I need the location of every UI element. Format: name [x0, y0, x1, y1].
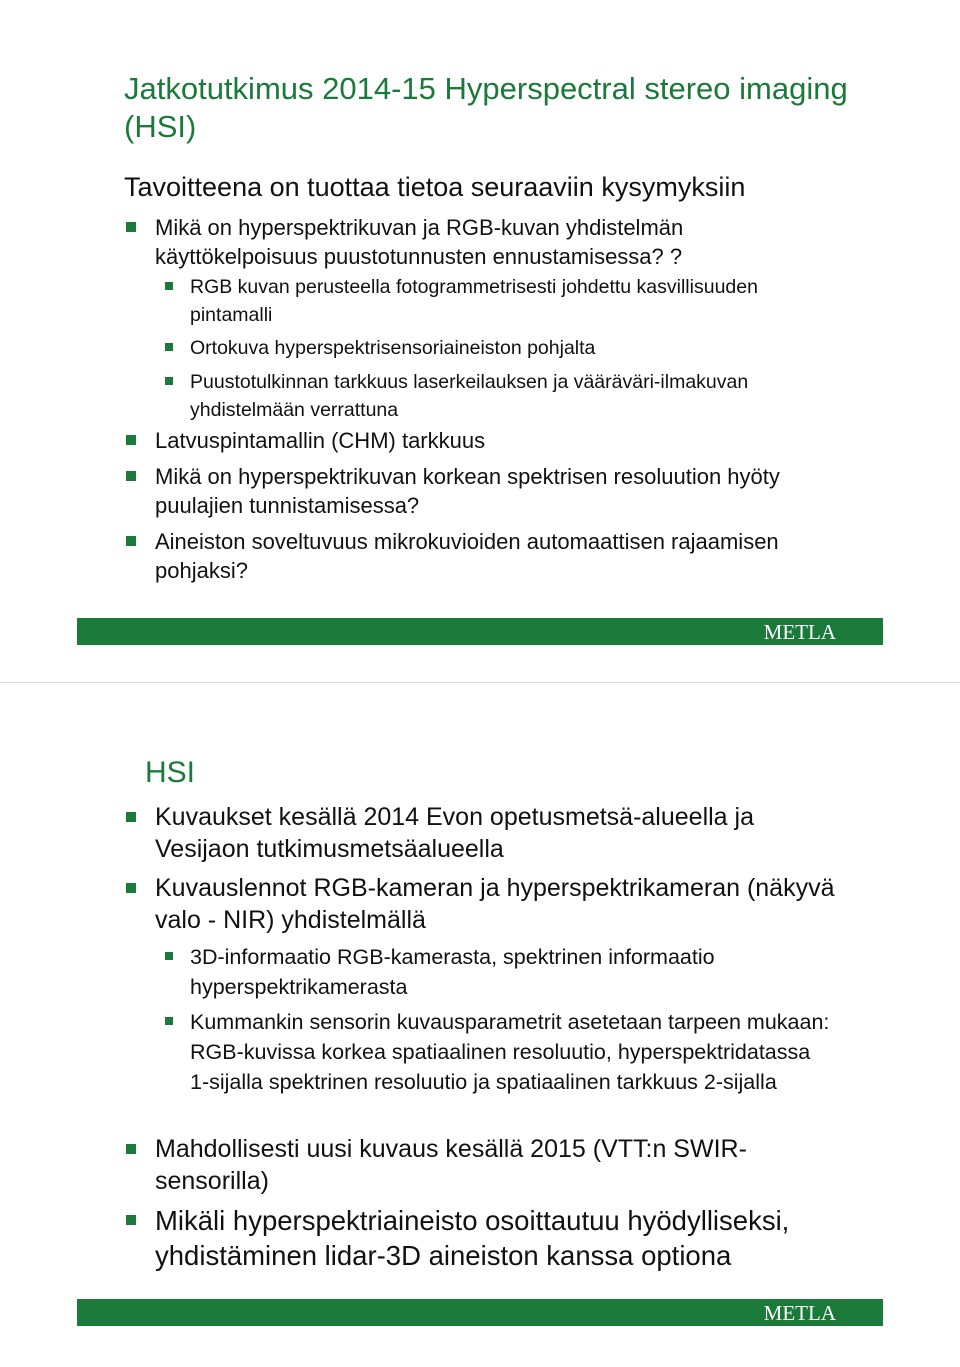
square-bullet-icon	[126, 1144, 136, 1154]
bullet-text: Kuvauslennot RGB-kameran ja hyperspektrikameran (näkyvä valo - NIR) yhdistelmällä	[155, 874, 835, 934]
square-bullet-icon	[126, 1215, 136, 1225]
metla-logo: METLA	[763, 620, 836, 644]
bullet-item	[155, 426, 835, 455]
square-bullet-icon	[126, 812, 136, 822]
bullet-item	[155, 872, 855, 936]
square-bullet-icon	[165, 377, 173, 385]
footer-bar	[77, 1299, 883, 1326]
square-bullet-icon	[126, 883, 136, 893]
slide-1-title: Jatkotutkimus 2014-15 Hyperspectral stereo imaging (HSI)	[124, 71, 848, 144]
bullet-text: Kummankin sensorin kuvausparametrit asetetaan tarpeen mukaan: RGB-kuvissa korkea spatiaalinen resoluutio, hyperspektridatassa 1-sijalla spektrinen resoluutio ja spatiaalinen tarkkuus 2-sijalla	[190, 1010, 830, 1094]
bullet-text: Puustotulkinnan tarkkuus laserkeilauksen ja vääräväri-ilmakuvan yhdistelmään verrattuna	[190, 371, 749, 421]
bullet-text: Mahdollisesti uusi kuvaus kesällä 2015 (VTT:n SWIR-sensorilla)	[155, 1135, 747, 1195]
sub-bullet-item	[190, 942, 830, 1002]
sub-bullet-item	[190, 273, 780, 329]
sub-bullet-item	[190, 1007, 830, 1097]
bullet-item	[155, 1133, 855, 1197]
bullet-item	[155, 1203, 855, 1273]
square-bullet-icon	[126, 536, 136, 546]
square-bullet-icon	[165, 1017, 173, 1025]
square-bullet-icon	[165, 282, 173, 290]
square-bullet-icon	[126, 222, 136, 232]
slide-2	[0, 683, 960, 1367]
sub-bullet-item	[190, 368, 780, 424]
square-bullet-icon	[165, 343, 173, 351]
bullet-text: Aineiston soveltuvuus mikrokuvioiden automaattisen rajaamisen pohjaksi?	[155, 529, 779, 583]
footer-bar	[77, 618, 883, 645]
bullet-item	[155, 213, 835, 271]
bullet-item	[155, 527, 835, 585]
bullet-text: Mikä on hyperspektrikuvan ja RGB-kuvan yhdistelmän käyttökelpoisuus puustotunnusten ennustamisessa? ?	[155, 215, 684, 269]
bullet-item	[155, 462, 835, 520]
bullet-text: Mikä on hyperspektrikuvan korkean spektrisen resoluution hyöty puulajien tunnistamisessa?	[155, 464, 780, 518]
square-bullet-icon	[126, 471, 136, 481]
bullet-text: RGB kuvan perusteella fotogrammetrisesti johdettu kasvillisuuden pintamalli	[190, 276, 758, 326]
square-bullet-icon	[126, 435, 136, 445]
bullet-item	[155, 801, 855, 865]
square-bullet-icon	[165, 952, 173, 960]
bullet-text: Latvuspintamallin (CHM) tarkkuus	[155, 428, 486, 453]
slide-2-title: HSI	[145, 756, 196, 789]
slide-1	[0, 0, 960, 683]
bullet-text: Mikäli hyperspektriaineisto osoittautuu hyödylliseksi, yhdistäminen lidar-3D aineiston kanssa optiona	[155, 1205, 790, 1271]
bullet-text: 3D-informaatio RGB-kamerasta, spektrinen informaatio hyperspektrikamerasta	[190, 945, 715, 999]
bullet-text: Kuvaukset kesällä 2014 Evon opetusmetsä-alueella ja Vesijaon tutkimusmetsäalueella	[155, 803, 754, 863]
bullet-text: Ortokuva hyperspektrisensoriaineiston pohjalta	[190, 337, 596, 359]
sub-bullet-item	[190, 334, 780, 362]
slide-1-subtitle: Tavoitteena on tuottaa tietoa seuraaviin kysymyksiin	[124, 172, 746, 202]
metla-logo: METLA	[763, 1301, 836, 1325]
